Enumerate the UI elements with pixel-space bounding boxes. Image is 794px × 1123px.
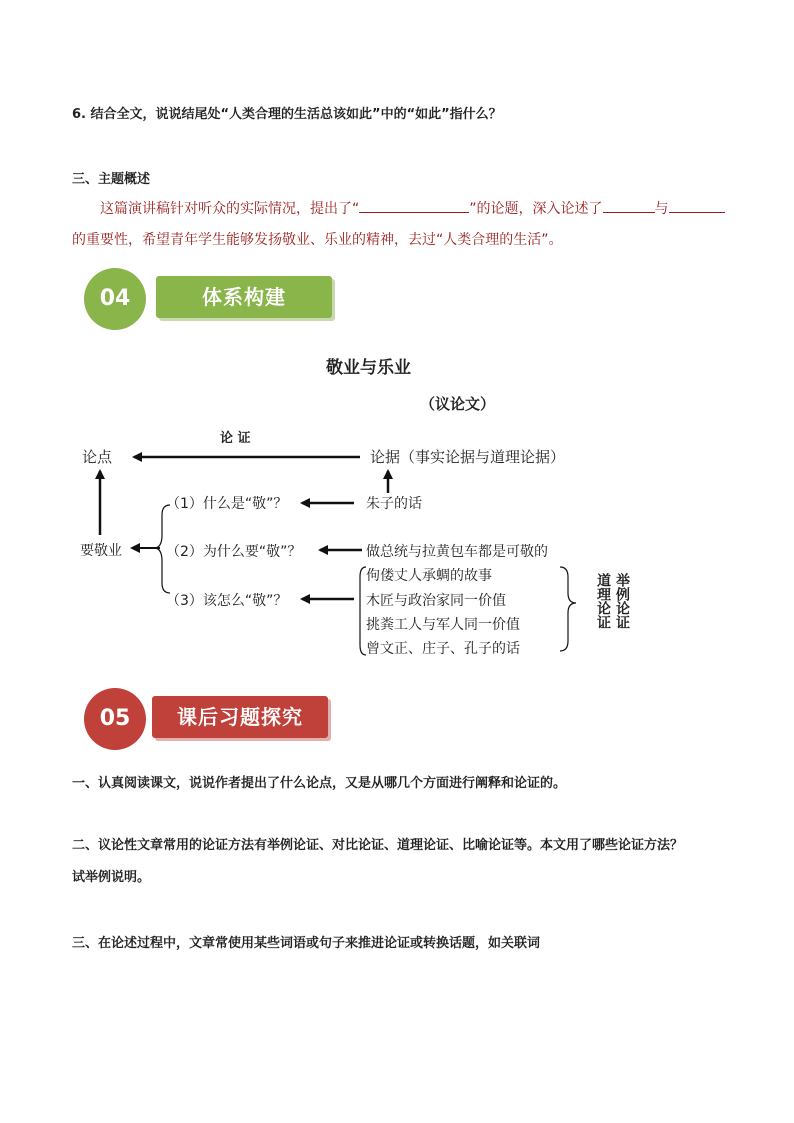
banner-04: [80, 264, 340, 336]
banner-05: [80, 684, 340, 756]
blank-topic[interactable]: [359, 198, 469, 213]
exercise-3: 三、在论述过程中，文章常使用某些词语或句子来推进论证或转换话题，如关联词: [72, 936, 541, 951]
banner-04-label: 体系构建: [156, 276, 332, 318]
diagram-title: 敬业与乐业: [326, 358, 411, 378]
method-juli: 举例论证: [614, 573, 630, 629]
evidence-4: 木匠与政治家同一价值: [366, 593, 506, 609]
banner-05-label: 课后习题探究: [152, 696, 328, 738]
section-3-heading: 三、主题概述: [72, 172, 151, 187]
diagram-subtitle: （议论文）: [420, 395, 496, 413]
evidence-5: 挑粪工人与军人同一价值: [366, 617, 520, 633]
theme-line-1-b: ”的论题，深入论述了: [469, 201, 603, 217]
evidence-2: 做总统与拉黄包车都是可敬的: [366, 544, 548, 560]
method-daoli: 道理论证: [595, 573, 611, 629]
node-lundian: 论点: [82, 448, 113, 466]
item-1: （1）什么是“敬”？: [166, 496, 288, 512]
structure-diagram: [70, 345, 730, 665]
theme-line-1-c: 与: [654, 201, 669, 217]
theme-line-1: [100, 194, 725, 224]
blank-2[interactable]: [669, 198, 725, 213]
evidence-6: 曾文正、庄子、孔子的话: [366, 641, 520, 657]
banner-04-number: 04: [84, 268, 146, 330]
arrow-label-lunzheng: 论 证: [220, 431, 251, 446]
exercise-1: 一、认真阅读课文，说说作者提出了什么论点，又是从哪几个方面进行阐释和论证的。: [72, 776, 567, 791]
node-lunju: 论据（事实论据与道理论据）: [370, 448, 566, 466]
brace-right: [560, 567, 576, 651]
theme-line-2: 的重要性，希望青年学生能够发扬敬业、乐业的精神，去过“人类合理的生活”。: [72, 232, 563, 248]
banner-04-circle: [80, 264, 150, 334]
evidence-1: 朱子的话: [366, 496, 422, 512]
item-3: （3）该怎么“敬”？: [166, 593, 288, 609]
item-2: （2）为什么要“敬”？: [166, 544, 302, 560]
exercise-2a: 二、议论性文章常用的论证方法有举例论证、对比论证、道理论证、比喻论证等。本文用了哪些论证方法？: [72, 838, 684, 853]
exercise-2b: 试举例说明。: [72, 870, 151, 885]
banner-05-number: 05: [84, 688, 146, 750]
theme-line-1-a: 这篇演讲稿针对听众的实际情况，提出了“: [100, 201, 360, 217]
evidence-3: 佝偻丈人承蜩的故事: [366, 568, 492, 584]
blank-1[interactable]: [603, 198, 655, 213]
question-6: 6. 结合全文，说说结尾处“人类合理的生活总该如此”中的“如此”指什么？: [72, 107, 502, 122]
node-jingye: 要敬业: [80, 543, 122, 559]
banner-05-circle: [80, 684, 150, 754]
